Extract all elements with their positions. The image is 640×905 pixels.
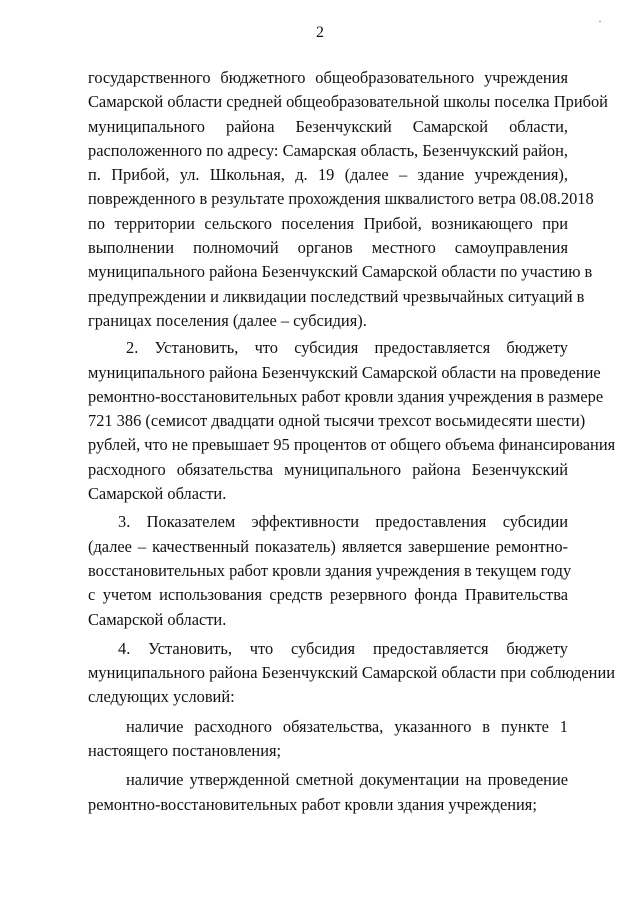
paragraph-line: (далее – качественный показатель) является завершение ремонтно- xyxy=(88,536,568,556)
paragraph-line: рублей, что не превышает 95 процентов от общего объема финансирования xyxy=(88,435,616,455)
paragraph-2 xyxy=(88,336,616,506)
paragraph-line: 721 386 (семисот двадцати одной тысячи трехсот восьмидесяти шести) xyxy=(88,411,586,431)
paragraph-line: Самарской области. xyxy=(88,609,227,629)
paragraph-1 xyxy=(88,66,608,333)
paragraph-line: восстановительных работ кровли здания учреждения в текущем году xyxy=(88,560,572,580)
paragraph-line: предупреждении и ликвидации последствий чрезвычайных ситуаций в xyxy=(88,286,585,306)
paragraph-line: наличие расходного обязательства, указанного в пункте 1 xyxy=(126,716,568,736)
paragraph-line: п. Прибой, ул. Школьная, д. 19 (далее – здание учреждения), xyxy=(88,165,568,185)
paragraph-3 xyxy=(88,510,572,631)
paragraph-line: 3. Показателем эффективности предоставления субсидии xyxy=(118,512,568,532)
paragraph-6 xyxy=(88,768,568,817)
paragraph-line: выполнении полномочий органов местного самоуправления xyxy=(88,238,568,258)
paragraph-line: государственного бюджетного общеобразовательного учреждения xyxy=(88,68,568,87)
paragraph-line: ремонтно-восстановительных работ кровли здания учреждения; xyxy=(88,794,537,814)
paragraph-4 xyxy=(88,637,615,710)
paragraph-line: расходного обязательства муниципального района Безенчукский xyxy=(88,459,568,479)
paragraph-line: Самарской области средней общеобразовательной школы поселка Прибой xyxy=(88,92,608,112)
document-body xyxy=(88,66,616,817)
paragraph-line: поврежденного в результате прохождения шквалистого ветра 08.08.2018 xyxy=(88,189,594,209)
paragraph-line: муниципального района Безенчукский Самарской области по участию в xyxy=(88,262,593,282)
paragraph-line: с учетом использования средств резервного фонда Правительства xyxy=(88,585,568,605)
paragraph-line: Самарской области. xyxy=(88,484,227,504)
paragraph-5 xyxy=(88,715,568,764)
paragraph-line: по территории сельского поселения Прибой, возникающего при xyxy=(88,213,568,233)
paragraph-line: следующих условий: xyxy=(88,687,235,707)
page-number: 2 xyxy=(316,24,324,41)
paragraph-line: муниципального района Безенчукский Самарской области, xyxy=(88,116,568,136)
paragraph-line: границах поселения (далее – субсидия). xyxy=(88,310,367,330)
paragraph-line: ремонтно-восстановительных работ кровли здания учреждения в размере xyxy=(88,386,604,406)
paragraph-line: 2. Установить, что субсидия предоставляется бюджету xyxy=(126,338,568,358)
paragraph-line: расположенного по адресу: Самарская область, Безенчукский район, xyxy=(88,140,568,160)
paragraph-line: муниципального района Безенчукский Самарской области на проведение xyxy=(88,362,601,382)
paragraph-line: муниципального района Безенчукский Самарской области при соблюдении xyxy=(88,663,615,683)
scan-mark: · xyxy=(598,14,602,28)
paragraph-line: настоящего постановления; xyxy=(88,741,282,761)
paragraph-line: наличие утвержденной сметной документации на проведение xyxy=(126,770,568,790)
paragraph-line: 4. Установить, что субсидия предоставляется бюджету xyxy=(118,638,568,658)
